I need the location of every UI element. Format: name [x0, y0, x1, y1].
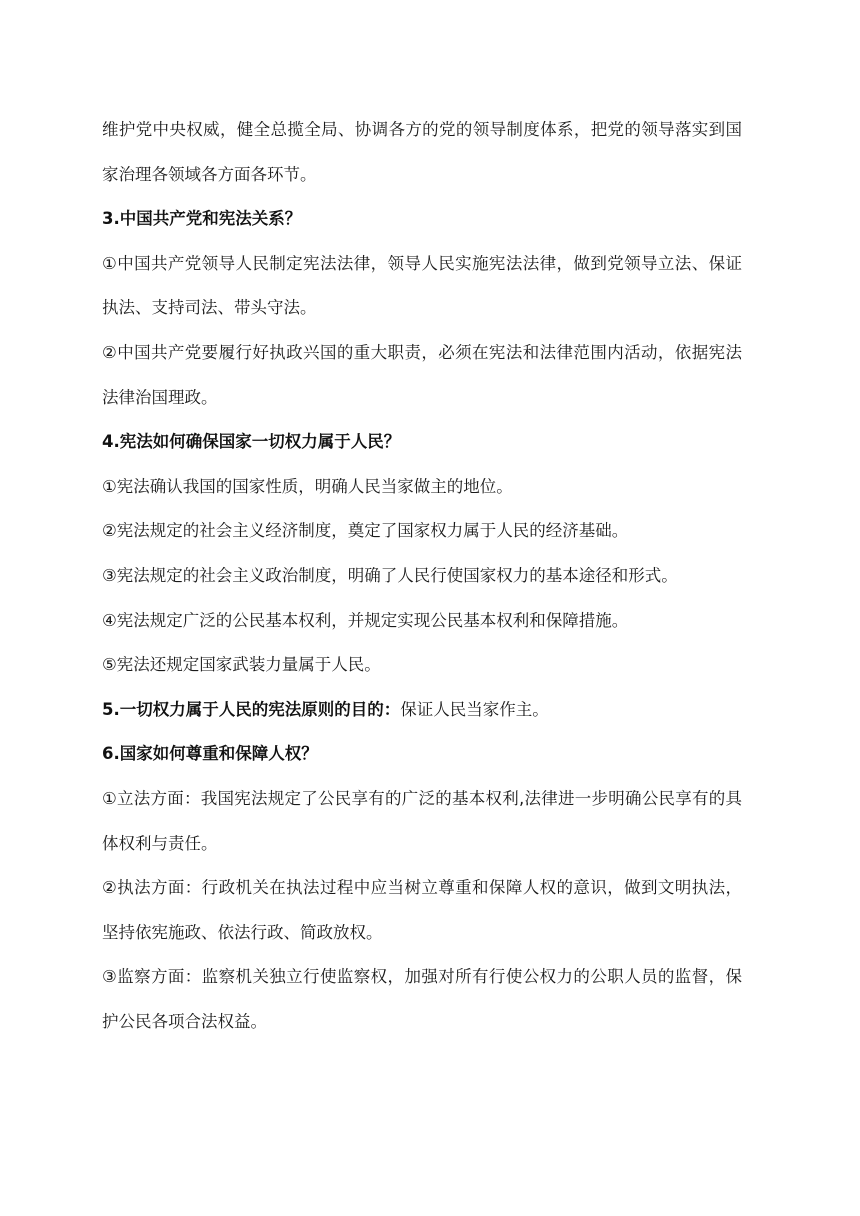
paragraph-human-rights-supervision: ③监察方面：监察机关独立行使监察权，加强对所有行使公权力的公职人员的监督，保护公民各项合法权益。 [102, 967, 742, 1031]
paragraph-power-1: ①宪法确认我国的国家性质，明确人民当家做主的地位。 [102, 476, 513, 496]
heading-human-rights: 6.国家如何尊重和保障人权？ [102, 744, 318, 764]
principle-purpose-text: 保证人民当家作主。 [400, 699, 549, 719]
paragraph-power-5: ⑤宪法还规定国家武装力量属于人民。 [102, 655, 381, 675]
paragraph-party-leadership: 维护党中央权威，健全总揽全局、协调各方的党的领导制度体系，把党的领导落实到国家治理各领域各方面各环节。 [102, 120, 742, 184]
paragraph-human-rights-legislation: ①立法方面：我国宪法规定了公民享有的广泛的基本权利,法律进一步明确公民享有的具体权利与责任。 [102, 788, 742, 853]
paragraph-power-2: ②宪法规定的社会主义经济制度，奠定了国家权力属于人民的经济基础。 [102, 521, 629, 541]
paragraph-principle-purpose [102, 688, 742, 733]
heading-power-belongs-to-people: 4.宪法如何确保国家一切权力属于人民？ [102, 432, 401, 452]
principle-purpose-label: 5.一切权力属于人民的宪法原则的目的： [102, 699, 401, 719]
heading-party-constitution: 3.中国共产党和宪法关系？ [102, 209, 302, 229]
document-body [102, 108, 742, 1044]
paragraph-party-constitution-2: ②中国共产党要履行好执政兴国的重大职责，必须在宪法和法律范围内活动，依据宪法法律治国理政。 [102, 342, 742, 407]
paragraph-power-3: ③宪法规定的社会主义政治制度，明确了人民行使国家权力的基本途径和形式。 [102, 565, 678, 585]
paragraph-power-4: ④宪法规定广泛的公民基本权利，并规定实现公民基本权利和保障措施。 [102, 610, 629, 630]
paragraph-party-constitution-1: ①中国共产党领导人民制定宪法法律，领导人民实施宪法法律，做到党领导立法、保证执法、支持司法、带头守法。 [102, 253, 742, 318]
paragraph-human-rights-enforcement: ②执法方面：行政机关在执法过程中应当树立尊重和保障人权的意识，做到文明执法，坚持依宪施政、依法行政、简政放权。 [102, 878, 742, 942]
